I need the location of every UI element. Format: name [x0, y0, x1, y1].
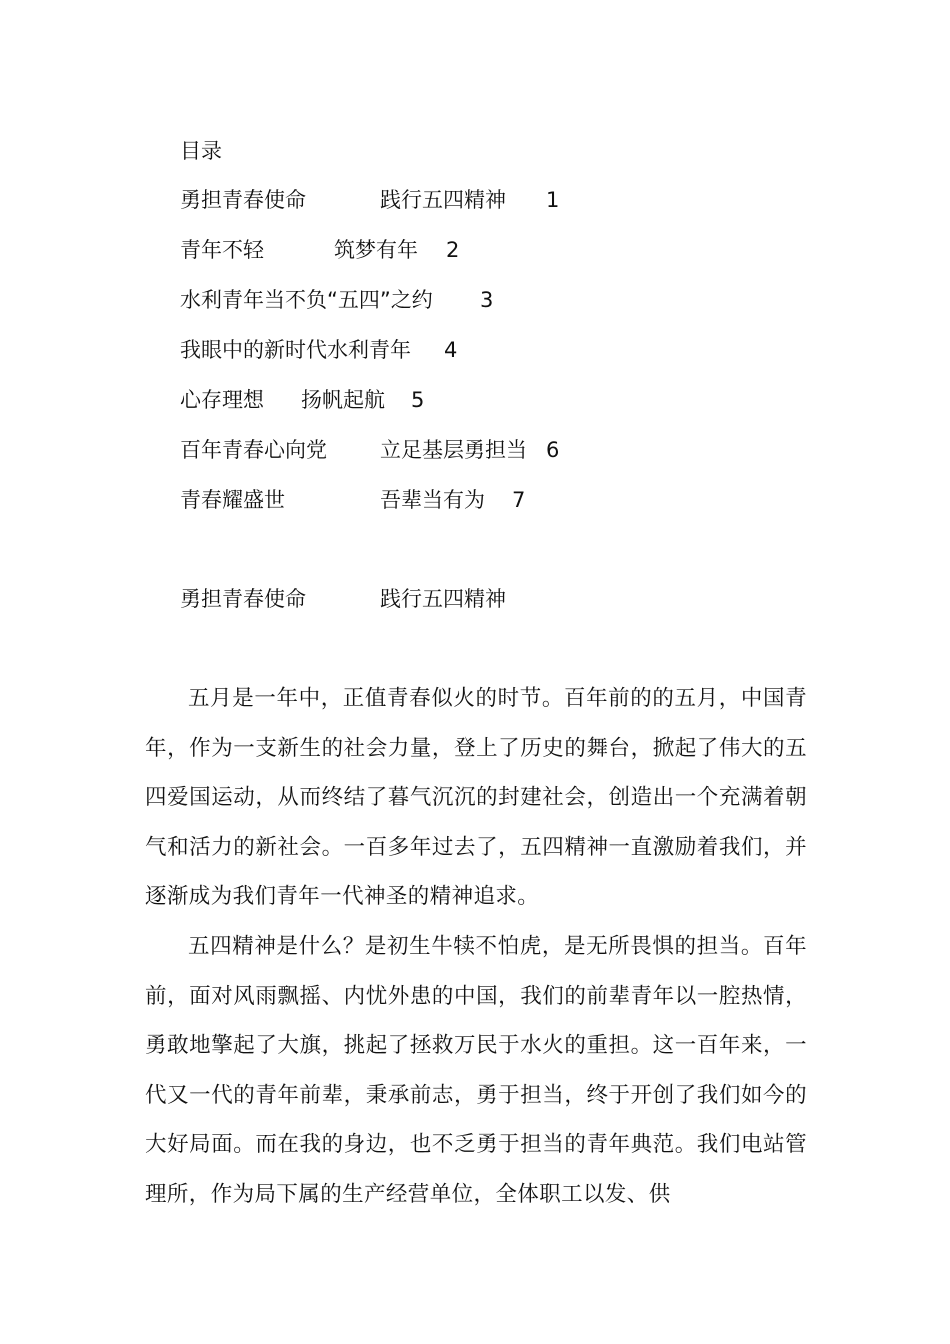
- toc-entry-subtitle: 筑梦有年: [334, 238, 418, 262]
- toc-entry-title: 百年青春心向党: [180, 438, 327, 462]
- toc-entry-page-number: 2: [446, 238, 460, 262]
- toc-title: 目录: [180, 139, 222, 163]
- section-heading-subtitle: 践行五四精神: [380, 587, 506, 611]
- toc-entry-title: 青年不轻: [180, 238, 264, 262]
- toc-entry-title: 勇担青春使命: [180, 188, 306, 212]
- toc-entry-subtitle: 扬帆起航: [301, 388, 385, 412]
- toc-entry-page-number: 7: [512, 488, 526, 512]
- toc-entry-page-number: 4: [444, 338, 458, 362]
- toc-entry-subtitle: 践行五四精神: [380, 188, 506, 212]
- body-paragraph: 五四精神是什么？是初生牛犊不怕虎，是无所畏惧的担当。百年前，面对风雨飘摇、内忧外患的中国，我们的前辈青年以一腔热情，勇敢地擎起了大旗，挑起了拯救万民于水火的重担。这一百年来，一代又一代的青年前辈，秉承前志，勇于担当，终于开创了我们如今的大好局面。而在我的身边，也不乏勇于担当的青年典范。我们电站管理所，作为局下属的生产经营单位，全体职工以发、供: [145, 934, 807, 1207]
- toc-entry-subtitle: 立足基层勇担当: [380, 438, 527, 462]
- toc-entry-page-number: 6: [546, 438, 560, 462]
- toc-entry-page-number: 3: [480, 288, 494, 312]
- body-paragraph: 五月是一年中，正值青春似火的时节。百年前的的五月，中国青年，作为一支新生的社会力量，登上了历史的舞台，掀起了伟大的五四爱国运动，从而终结了暮气沉沉的封建社会，创造出一个充满着朝气和活力的新社会。一百多年过去了，五四精神一直激励着我们，并逐渐成为我们青年一代神圣的精神追求。: [145, 686, 807, 910]
- toc-entry-title: 心存理想: [180, 388, 264, 412]
- toc-entry-title: 青春耀盛世: [180, 488, 285, 512]
- section-heading-title: 勇担青春使命: [180, 587, 306, 611]
- toc-entry-subtitle: 吾辈当有为: [380, 488, 485, 512]
- toc-entry-title: 水利青年当不负“五四”之约: [180, 288, 433, 312]
- toc-entry-title: 我眼中的新时代水利青年: [180, 338, 411, 362]
- toc-entry-page-number: 1: [546, 188, 560, 212]
- toc-entry-page-number: 5: [411, 388, 425, 412]
